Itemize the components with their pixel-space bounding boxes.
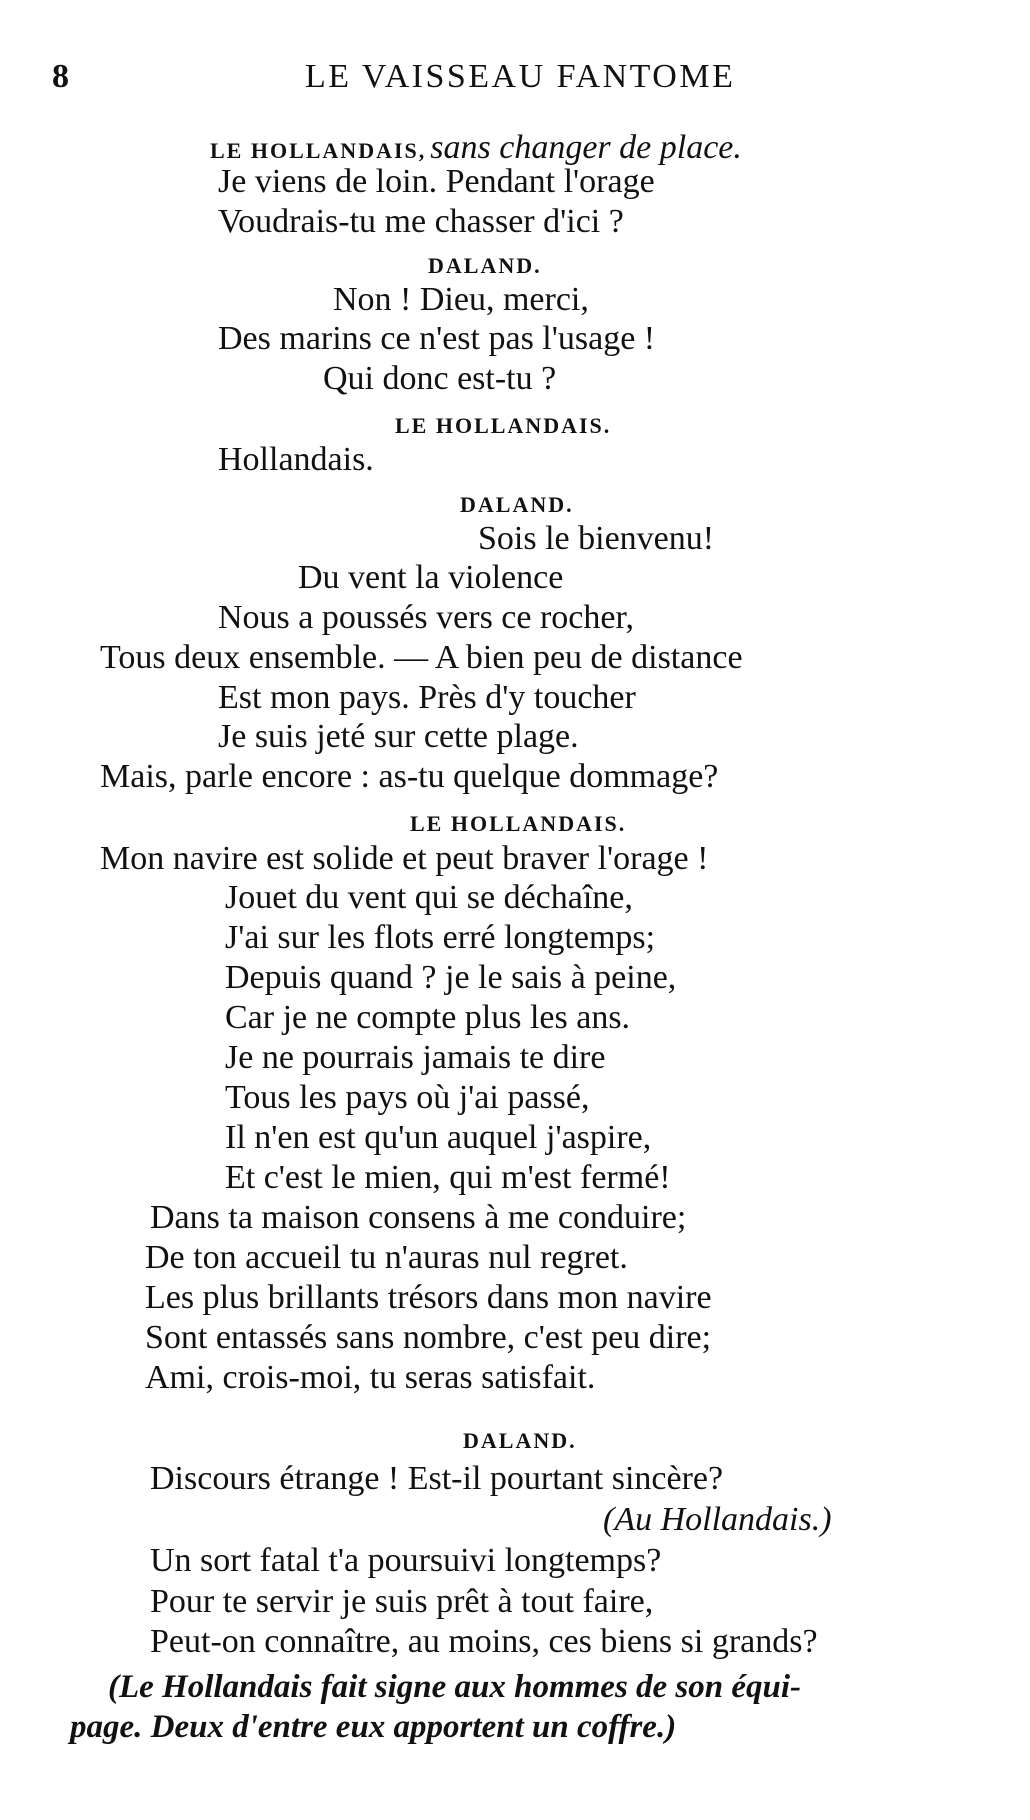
verse-line: Du vent la violence <box>298 559 564 596</box>
verse-line: Non ! Dieu, merci, <box>333 281 589 318</box>
speaker-cue-hollandais <box>210 131 742 165</box>
verse-line: Hollandais. <box>218 441 374 478</box>
verse-line: Car je ne compte plus les ans. <box>225 999 631 1036</box>
verse-line: Dans ta maison consens à me conduire; <box>150 1199 687 1236</box>
verse-line: Pour te servir je suis prêt à tout faire, <box>150 1583 654 1620</box>
verse-line: De ton accueil tu n'auras nul regret. <box>145 1239 628 1276</box>
verse-line: Et c'est le mien, qui m'est fermé! <box>225 1159 671 1196</box>
verse-line: Un sort fatal t'a poursuivi longtemps? <box>150 1542 662 1579</box>
stage-direction: (Au Hollandais.) <box>603 1501 832 1538</box>
verse-line: Peut-on connaître, au moins, ces biens si grands? <box>150 1623 818 1660</box>
speaker-name: LE HOLLANDAIS, <box>210 138 427 163</box>
speaker-cue: DALAND. <box>460 492 574 517</box>
verse-line: Tous deux ensemble. — A bien peu de distance <box>100 639 743 676</box>
verse-line: Jouet du vent qui se déchaîne, <box>225 879 633 916</box>
verse-line: Mais, parle encore : as-tu quelque dommage? <box>100 758 719 795</box>
speaker-cue: LE HOLLANDAIS. <box>395 413 612 438</box>
stage-direction: page. Deux d'entre eux apportent un coffre.) <box>70 1709 677 1745</box>
verse-line: Je ne pourrais jamais te dire <box>225 1039 606 1076</box>
stage-direction: (Le Hollandais fait signe aux hommes de son équi- <box>108 1669 802 1705</box>
verse-line: J'ai sur les flots erré longtemps; <box>225 919 656 956</box>
speaker-cue: LE HOLLANDAIS. <box>410 811 627 836</box>
verse-line: Nous a poussés vers ce rocher, <box>218 599 634 636</box>
verse-line: Qui donc est-tu ? <box>323 360 557 397</box>
speaker-cue: DALAND. <box>463 1428 577 1453</box>
stage-direction: sans changer de place. <box>430 129 742 166</box>
verse-line: Les plus brillants trésors dans mon navire <box>145 1279 712 1316</box>
verse-line: Voudrais-tu me chasser d'ici ? <box>218 203 624 240</box>
verse-line: Mon navire est solide et peut braver l'orage ! <box>100 840 709 877</box>
speaker-cue: DALAND. <box>428 253 542 278</box>
verse-line: Je viens de loin. Pendant l'orage <box>218 163 655 200</box>
running-title: LE VAISSEAU FANTOME <box>305 58 736 95</box>
verse-line: Des marins ce n'est pas l'usage ! <box>218 320 656 357</box>
verse-line: Discours étrange ! Est-il pourtant sincère? <box>150 1460 724 1497</box>
verse-line: Est mon pays. Près d'y toucher <box>218 679 636 716</box>
verse-line: Sont entassés sans nombre, c'est peu dire; <box>145 1319 712 1356</box>
verse-line: Il n'en est qu'un auquel j'aspire, <box>225 1119 652 1156</box>
verse-line: Je suis jeté sur cette plage. <box>218 718 579 755</box>
verse-line: Tous les pays où j'ai passé, <box>225 1079 590 1116</box>
verse-line: Depuis quand ? je le sais à peine, <box>225 959 677 996</box>
verse-line: Ami, crois-moi, tu seras satisfait. <box>145 1359 596 1396</box>
verse-line: Sois le bienvenu! <box>478 520 715 557</box>
page-number: 8 <box>52 58 69 95</box>
